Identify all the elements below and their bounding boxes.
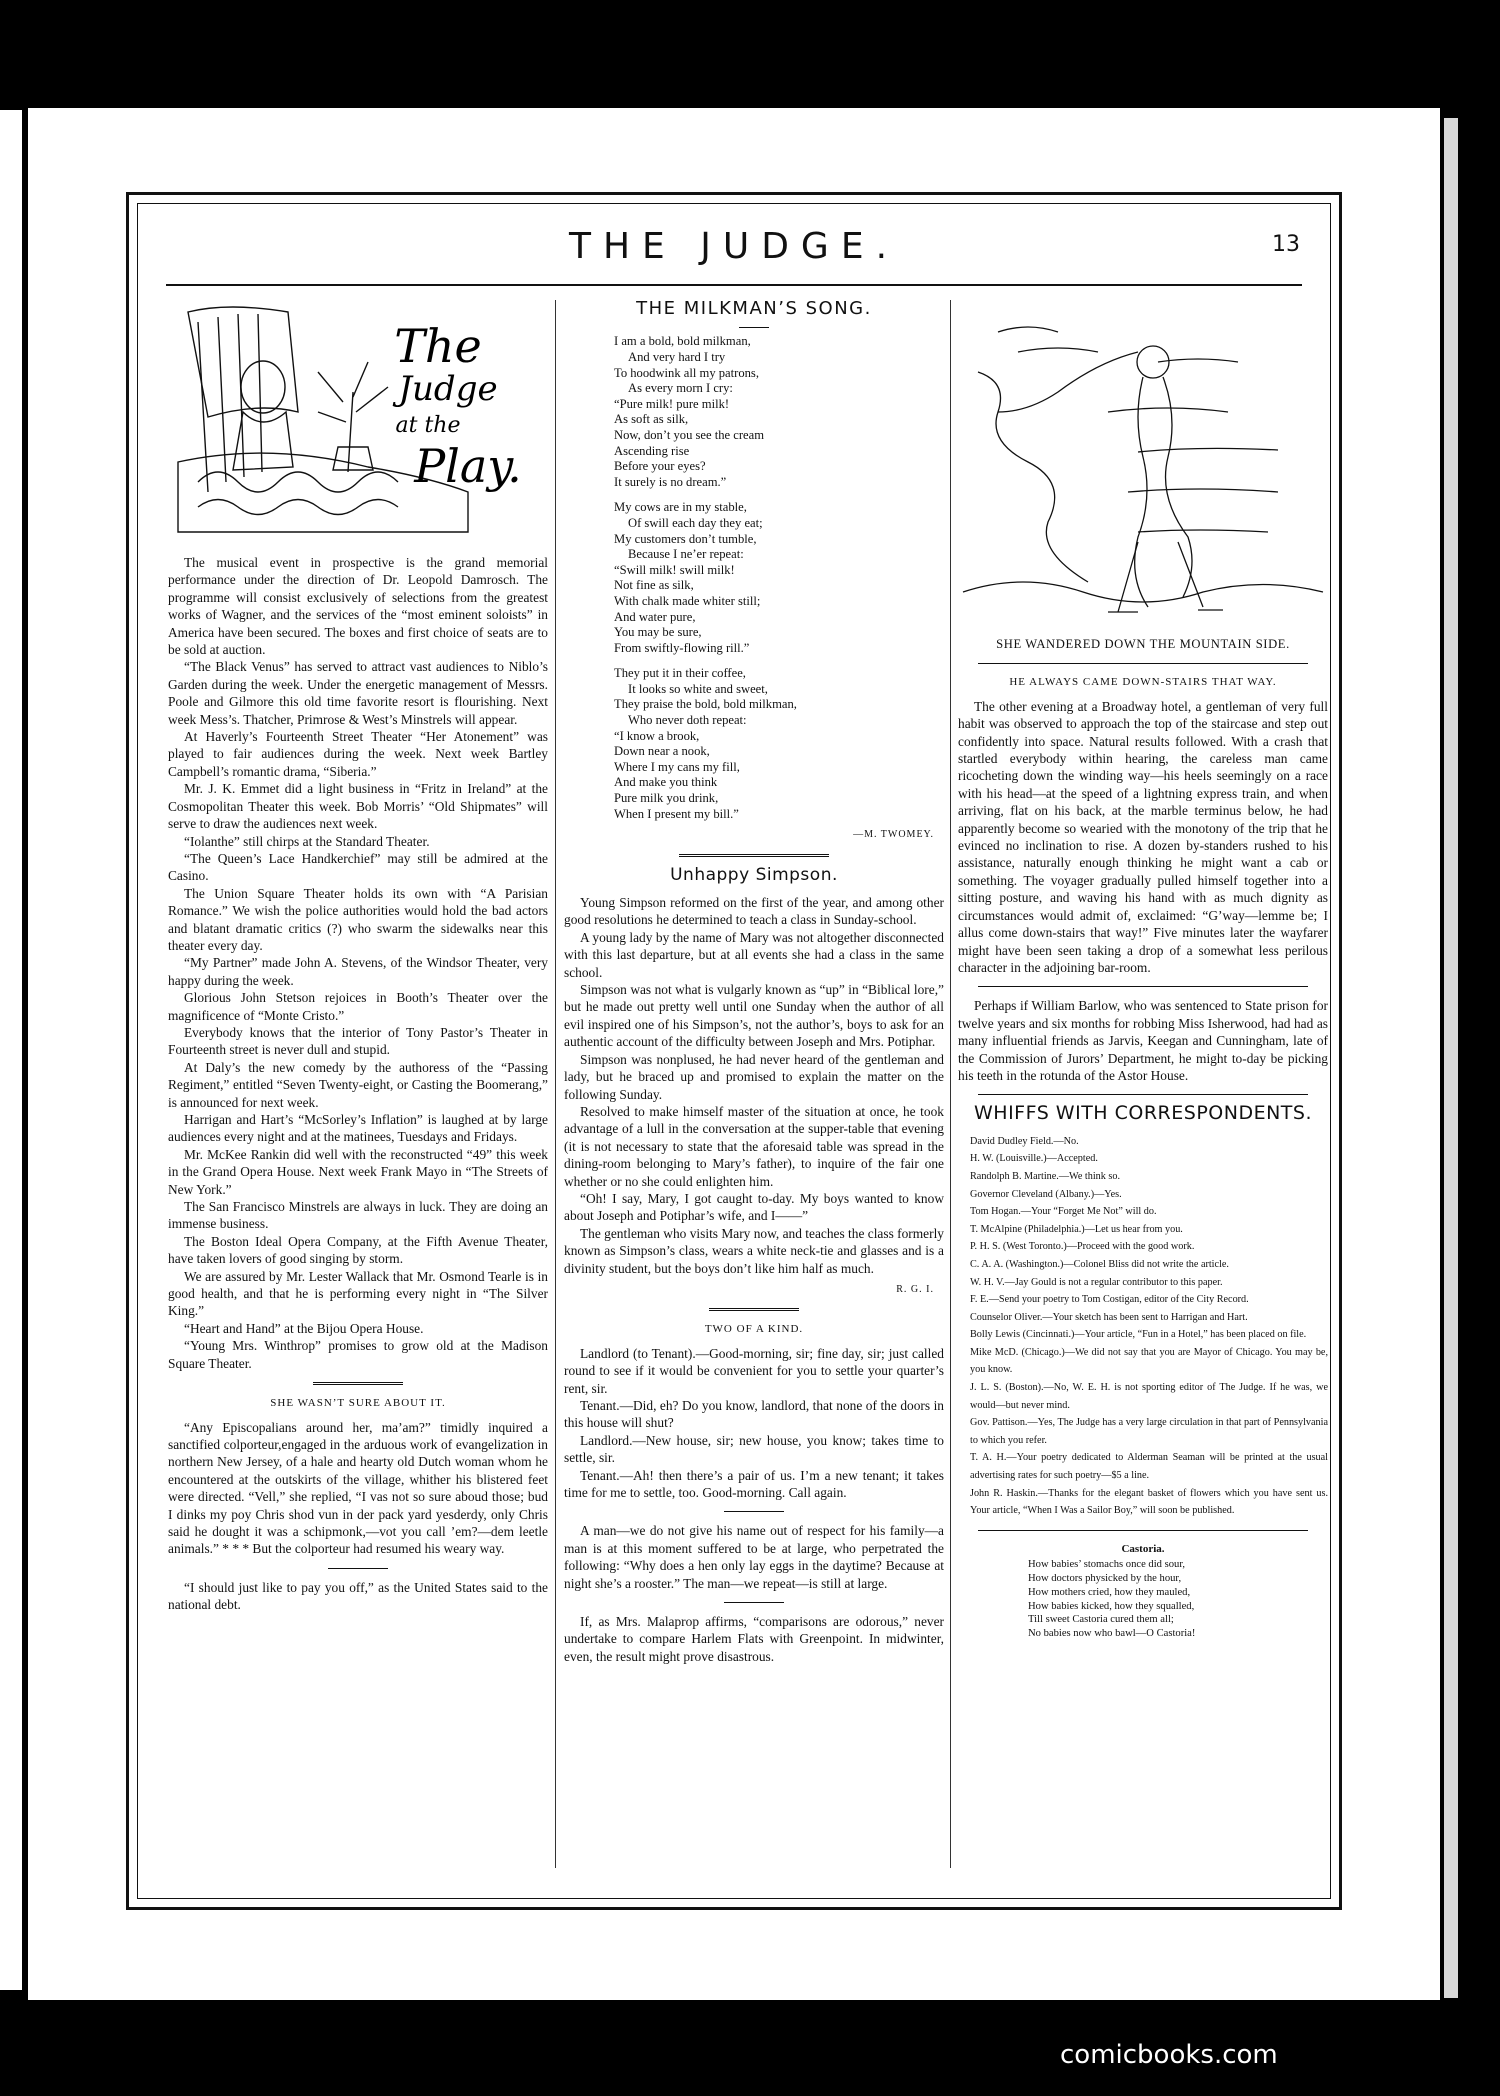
- adjacent-page-edge: [0, 110, 22, 1990]
- theater-note: “Young Mrs. Winthrop” promises to grow old at the Madison Square Theater.: [168, 1338, 548, 1371]
- whiff-item: T. A. H.—Your poetry dedicated to Alderman Seaman will be printed at the usual advertising rates for such poetry—$5 a line.: [970, 1452, 1328, 1482]
- whiff-item: Randolph B. Martine.—We think so.: [970, 1170, 1120, 1182]
- theater-note: “Iolanthe” still chirps at the Standard Theater.: [184, 833, 430, 849]
- dialogue-paragraph: Landlord.—New house, sir; new house, you know; takes time to settle, sir.: [564, 1432, 944, 1466]
- story-paragraph: Resolved to make himself master of the situation at once, he took advantage of a lull in the conversation at the supper-table that evening (it is not necessary to state that the aforesaid table was spread in the dining-room belonging to Mary’s father), to inquire of the fair one whether or no she could enlighten him.: [564, 1103, 944, 1189]
- story-paragraph: The gentleman who visits Mary now, and teaches the class formerly known as Simpson’s class, wears a white neck-tie and glasses and is a divinity student, but the boys don’t like him half as much.: [564, 1225, 944, 1276]
- page-number: 13: [1272, 232, 1300, 257]
- column-3: [958, 292, 1328, 1641]
- column-divider: [555, 300, 556, 1868]
- story-paragraph: Young Simpson reformed on the first of the year, and among other good resolutions he determined to teach a class in Sunday-school.: [564, 895, 944, 928]
- poem-line: And make you think: [614, 775, 718, 790]
- poem-line: My cows are in my stable,: [614, 500, 747, 515]
- poem-line: Pure milk you drink,: [614, 791, 719, 806]
- dialogue-paragraph: Tenant.—Did, eh? Do you know, landlord, that none of the doors in this house will shut?: [564, 1398, 944, 1431]
- poem-line: They put it in their coffee,: [614, 666, 746, 681]
- story-paragraph: “Any Episcopalians around her, ma’am?” timidly inquired a sanctified colporteur,engaged in the arduous work of evangelization in northern New Jersey, of a hale and hearty old Dutch woman whom he encountered at the outskirts of the village, whither his blistered feet were directed. “Vell,” she replied, “I vas not so sure aboud those; bud I dinks my poy Chris shod vun in der pack yard yesderdy, only Chris said he dought it was a schipmonk,—vot you call ’em?—dem leetle animals.” * * * But the colporteur had resumed his weary way.: [168, 1419, 548, 1557]
- poem-line: Not fine as silk,: [614, 578, 694, 593]
- whiff-item: H. W. (Louisville.)—Accepted.: [970, 1153, 1098, 1165]
- poem-line: My customers don’t tumble,: [614, 531, 757, 546]
- svg-text:at the: at the: [395, 413, 461, 438]
- poem-title: THE MILKMAN’S SONG.: [636, 298, 872, 319]
- whiff-item: T. McAlpine (Philadelphia.)—Let us hear from you.: [970, 1223, 1183, 1235]
- page-edge-right: [1444, 118, 1458, 1998]
- poem-line: And very hard I try: [628, 350, 726, 364]
- mountain-woman-illustration: [958, 292, 1328, 628]
- whiff-item: J. L. S. (Boston).—No, W. E. H. is not sporting editor of The Judge. If he was, we would—but never mind.: [970, 1382, 1328, 1411]
- theater-note: Everybody knows that the interior of Tony Pastor’s Theater in Fourteenth street is never dull and stupid.: [168, 1024, 548, 1058]
- theater-note: Mr. J. K. Emmet did a light business in “Fritz in Ireland” at the Cosmopolitan Theater this week. Bob Morris’ “Old Shipmates” will serve to draw the audiences next week.: [168, 781, 548, 832]
- whiff-item: W. H. V.—Jay Gould is not a regular contributor to this paper.: [970, 1276, 1223, 1288]
- whiff-item: Bolly Lewis (Cincinnati.)—Your article, “Fun in a Hotel,” has been placed on file.: [970, 1329, 1307, 1341]
- theater-note: The musical event in prospective is the grand memorial performance under the direction of Dr. Leopold Damrosch. The programme will consist exclusively of selections from the greatest works of Wagner, and the services of the “most eminent soloists” in America have been secured. The boxes and first choice of seats are to be sold at auction.: [168, 555, 548, 658]
- poem-line: With chalk made whiter still;: [614, 593, 761, 608]
- theater-notes: [168, 554, 548, 1372]
- theater-note: “My Partner” made John A. Stevens, of the Windsor Theater, very happy during the week.: [168, 955, 548, 988]
- malaprop-paragraph: If, as Mrs. Malaprop affirms, “comparisons are odorous,” never undertake to compare Harlem Flats with Greenpoint. In midwinter, even, the result might prove disastrous.: [564, 1614, 944, 1664]
- castoria-line: How babies’ stomachs once did sour,: [1028, 1559, 1186, 1571]
- poem-signature: —M. TWOMEY.: [853, 829, 934, 841]
- castoria-title: Castoria.: [1121, 1542, 1165, 1555]
- svg-text:Play.: Play.: [414, 439, 522, 493]
- whiff-item: Counselor Oliver.—Your sketch has been sent to Harrigan and Hart.: [970, 1311, 1248, 1323]
- theater-note: “The Black Venus” has served to attract vast audiences to Niblo’s Garden during the week. Under the energetic management of Messrs. Poole and Gilmore this old time favorite resort is flourishing. Next week Mess’s. Thatcher, Primrose & West’s Minstrels will appear.: [168, 659, 548, 727]
- poem-line: I am a bold, bold milkman,: [614, 334, 751, 349]
- two-of-a-kind-dialogue: [564, 1345, 944, 1502]
- poem-line: “I know a brook,: [614, 728, 700, 743]
- whiffs-list: [958, 1133, 1328, 1520]
- story-paragraph: “Oh! I say, Mary, I got caught to-day. My boys wanted to know about Joseph and Potiphar’s wife, and I——”: [564, 1190, 944, 1224]
- whiff-item: C. A. A. (Washington.)—Colonel Bliss did not write the article.: [970, 1258, 1229, 1270]
- theater-note: “Heart and Hand” at the Bijou Opera House.: [184, 1320, 424, 1336]
- poem-line: Where I my cans my fill,: [614, 759, 740, 774]
- poem-line: When I present my bill.”: [614, 806, 739, 821]
- theater-note: Glorious John Stetson rejoices in Booth’s Theater over the magnificence of “Monte Cristo.”: [168, 990, 548, 1023]
- poem-line: Before your eyes?: [614, 459, 706, 474]
- simpson-story: [564, 894, 944, 1277]
- judge-at-play-illustration: [168, 292, 548, 538]
- whiff-item: P. H. S. (West Toronto.)—Proceed with the good work.: [970, 1241, 1195, 1253]
- whiff-item: Gov. Pattison.—Yes, The Judge has a very large circulation in that part of Pennsylvania to which you refer.: [970, 1417, 1328, 1446]
- poem-line: Down near a nook,: [614, 744, 710, 759]
- poem-line: As soft as silk,: [614, 412, 689, 427]
- theater-note: The Union Square Theater holds its own with “A Parisian Romance.” We wish the police authorities would hold the bad actors and blatant dramatic critics (?) who swarm the sidewalks near this theater every day.: [168, 885, 548, 953]
- theater-note: The San Francisco Minstrels are always in luck. They are doing an immense business.: [168, 1199, 548, 1232]
- whiff-item: Governor Cleveland (Albany.)—Yes.: [970, 1188, 1122, 1200]
- poem-line: “Pure milk! pure milk!: [614, 396, 730, 411]
- masthead-title: THE JUDGE.: [568, 226, 900, 267]
- section-rule: [313, 1382, 403, 1385]
- column-divider: [950, 300, 951, 1868]
- poem-line: You may be sure,: [614, 625, 702, 640]
- poem-line: Now, don’t you see the cream: [614, 427, 765, 442]
- theater-note: We are assured by Mr. Lester Wallack that Mr. Osmond Tearle is in good health, and that he is performing every night in “The Silver King.”: [168, 1268, 548, 1319]
- poem-line: Of swill each day they eat;: [628, 515, 763, 530]
- page-frame: [126, 192, 1342, 1910]
- section-rule: [724, 1602, 784, 1603]
- story-paragraph: Simpson was not what is vulgarly known as “up” in “Biblical lore,” but he made out pretty well until one Sunday when the author of all evil inspired one of his Simpson’s, not the author’s, boys to ask for an authentic account of the difficulty between Joseph and Mrs. Potiphar.: [564, 982, 944, 1050]
- poem-line: “Swill milk! swill milk!: [614, 562, 735, 577]
- theater-note: At Daly’s the new comedy by the authoress of the “Passing Regiment,” entitled “Seven Twenty-eight, or Casting the Boomerang,” is announced for next week.: [168, 1059, 548, 1110]
- section-heading: SHE WASN’T SURE ABOUT IT.: [270, 1397, 446, 1410]
- svg-text:Judge: Judge: [398, 369, 498, 409]
- whiffs-title: WHIFFS WITH CORRESPONDENTS.: [974, 1102, 1312, 1125]
- section-rule: [679, 854, 829, 857]
- column-2: [564, 292, 944, 1665]
- dialogue-paragraph: Landlord (to Tenant).—Good-morning, sir; fine day, sir; just called round to see if it would be convenient for you to settle your quarter’s rent, sir.: [564, 1345, 944, 1396]
- theater-note: Harrigan and Hart’s “McSorley’s Inflation” is laughed at by large audiences every night and at the matinees, Tuesdays and Fridays.: [168, 1112, 548, 1145]
- section-rule: [709, 1308, 799, 1311]
- watermark: comicbooks.com: [1060, 2040, 1278, 2070]
- masthead-rule: [166, 284, 1302, 286]
- castoria-line: No babies now who bawl—O Castoria!: [1028, 1628, 1196, 1640]
- story-paragraph: A young lady by the name of Mary was not altogether disconnected with this last departure, but at all events she had a class in the same school.: [564, 929, 944, 980]
- story-title: Unhappy Simpson.: [670, 864, 838, 885]
- castoria-line: How mothers cried, how they mauled,: [1028, 1586, 1191, 1598]
- castoria-line: How babies kicked, how they squalled,: [1028, 1600, 1195, 1612]
- theater-box-drawing: [168, 292, 548, 538]
- castoria-line: How doctors physicked by the hour,: [1028, 1573, 1182, 1585]
- story-signature: R. G. I.: [896, 1283, 934, 1295]
- milkman-poem: [614, 334, 944, 822]
- illustration-caption: SHE WANDERED DOWN THE MOUNTAIN SIDE.: [996, 637, 1290, 651]
- section-heading: TWO OF A KIND.: [704, 1323, 804, 1336]
- theater-note: Mr. McKee Rankin did well with the reconstructed “49” this week in the Grand Opera House. Next week Frank Mayo in “The Streets of New York.”: [168, 1146, 548, 1197]
- colporteur-story: [168, 1419, 548, 1558]
- poem-line: It looks so white and sweet,: [628, 681, 768, 696]
- whiff-item: David Dudley Field.—No.: [970, 1135, 1079, 1147]
- section-rule: [328, 1568, 388, 1569]
- rooster-joke: A man—we do not give his name out of respect for his family—a man is at this moment suffered to be at large, who perpetrated the following: “Why does a hen only lay eggs in the daytime? Because at night she’s a rooster.” The man—we repeat—is still at large.: [564, 1523, 944, 1591]
- theater-note: The Boston Ideal Opera Company, at the Fifth Avenue Theater, have taken lovers of good singing by storm.: [168, 1233, 548, 1267]
- newspaper-page: [28, 108, 1440, 2000]
- castoria-verse: [958, 1558, 1328, 1641]
- poem-line: Ascending rise: [614, 443, 690, 458]
- castoria-line: Till sweet Castoria cured them all;: [1028, 1614, 1174, 1626]
- dialogue-paragraph: Tenant.—Ah! then there’s a pair of us. I’m a new tenant; it takes time for me to settle, too. Good-morning. Call again.: [564, 1467, 944, 1501]
- poem-line: As every morn I cry:: [628, 381, 733, 396]
- poem-line: Who never doth repeat:: [628, 713, 747, 728]
- poem-line: And water pure,: [614, 609, 696, 624]
- story-paragraph: Simpson was nonplused, he had never heard of the gentleman and lady, but he braced up and promised to explain the matter on the following Sunday.: [564, 1051, 944, 1102]
- theater-note: At Haverly’s Fourteenth Street Theater “Her Atonement” was played to fair audiences during the week. Next week Bartley Campbell’s romantic drama, “Siberia.”: [168, 729, 548, 779]
- wandering-woman-drawing: [958, 292, 1328, 628]
- poem-line: Because I ne’er repeat:: [628, 547, 744, 562]
- poem-line: They praise the bold, bold milkman,: [614, 697, 797, 712]
- poem-line: From swiftly-flowing rill.”: [614, 640, 750, 655]
- national-debt-quip: “I should just like to pay you off,” as the United States said to the national debt.: [168, 1579, 548, 1613]
- whiff-item: John R. Haskin.—Thanks for the elegant basket of flowers which you have sent us. Your article, “When I Was a Sailor Boy,” will soon be published.: [970, 1487, 1328, 1517]
- whiff-item: Tom Hogan.—Your “Forget Me Not” will do.: [970, 1206, 1157, 1218]
- whiff-item: F. E.—Send your poetry to Tom Costigan, editor of the City Record.: [970, 1294, 1249, 1306]
- stairs-story: The other evening at a Broadway hotel, a gentleman of very full habit was observed to approach the top of the staircase and step out confidently into space. Natural results followed. With a crash that startled everybody within hearing, the careless man came ricocheting down the winding way—his heels seemingly on a race with his head—at the speed of a lightning express train, and when arriving, flat on his back, at the marble terminus below, he had apparently become so wearied with the monotony of the trip that he evinced no inclination to rise. A dozen by-standers rushed to his assistance, naturally enough thinking he might want a cab or something. The voyager gradually pulled himself together into a sitting posture, and waving his hand with as much dignity as circumstances would admit of, exclaimed: “G’way—lemme be; I allus come down-stairs that way!” Five minutes later the wayfarer might have been seen taking a drop of a somewhat less perilous character in the adjoining bar-room.: [958, 698, 1328, 975]
- section-heading: HE ALWAYS CAME DOWN-STAIRS THAT WAY.: [1009, 676, 1277, 689]
- theater-note: “The Queen’s Lace Handkerchief” may still be admired at the Casino.: [168, 850, 548, 884]
- section-rule: [724, 1511, 784, 1512]
- barlow-paragraph: Perhaps if William Barlow, who was sentenced to State prison for twelve years and six months for robbing Miss Isherwood, had had as many influential friends as Jarvis, Keegan and Cunningham, late of the Commission of Jurors’ Department, he might to-day be picking his teeth in the rotunda of the Astor House.: [958, 998, 1328, 1083]
- poem-line: To hoodwink all my patrons,: [614, 365, 759, 380]
- column-1: [168, 292, 548, 1614]
- poem-line: It surely is no dream.”: [614, 474, 727, 489]
- illustration-title-the-judge: The: [394, 319, 482, 373]
- whiff-item: Mike McD. (Chicago.)—We did not say that you are Mayor of Chicago. You may be, you know.: [970, 1346, 1328, 1376]
